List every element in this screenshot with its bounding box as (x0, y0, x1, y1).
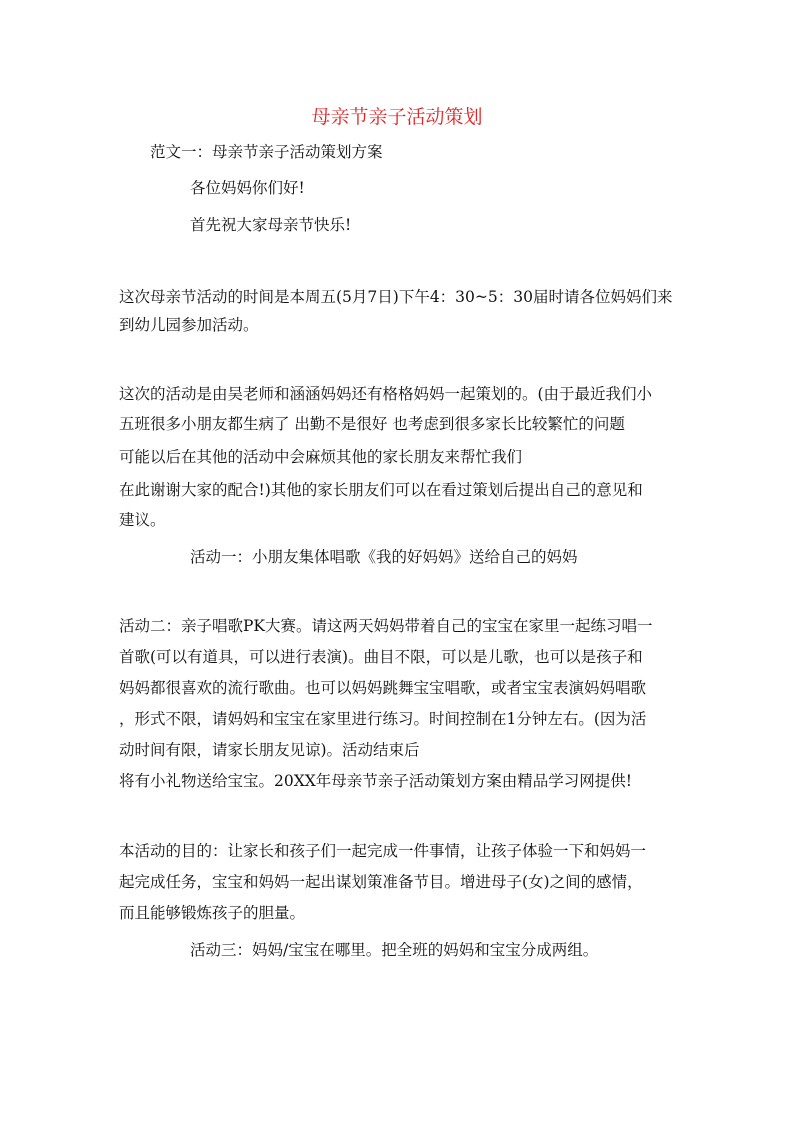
para-activity2-line-1: 活动二：亲子唱歌PK大赛。请这两天妈妈带着自己的宝宝在家里一起练习唱一 (119, 617, 653, 635)
para-activity2-line-5: 动时间有限，请家长朋友见谅)。活动结束后 (119, 741, 420, 759)
para-plan-line-1: 这次的活动是由吴老师和涵涵妈妈还有格格妈妈一起策划的。(由于最近我们小 (119, 385, 653, 403)
para-activity2-line-4: ，形式不限，请妈妈和宝宝在家里进行练习。时间控制在1分钟左右。(因为活 (119, 710, 647, 728)
para-plan-line-4: 在此谢谢大家的配合!)其他的家长朋友们可以在看过策划后提出自己的意见和 (119, 481, 643, 499)
para-goal-line-3: 而且能够锻炼孩子的胆量。 (119, 904, 306, 922)
para-activity2-line-2: 首歌(可以有道具，可以进行表演)。曲目不限，可以是儿歌，也可以是孩子和 (119, 648, 643, 666)
para-activity2-line-6: 将有小礼物送给宝宝。20XX年母亲节亲子活动策划方案由精品学习网提供! (119, 772, 633, 790)
para-plan-line-3: 可能以后在其他的活动中会麻烦其他的家长朋友来帮忙我们 (119, 448, 523, 466)
greeting-line-2: 首先祝大家母亲节快乐! (190, 216, 352, 234)
greeting-line-1: 各位妈妈你们好! (190, 179, 305, 197)
activity-1: 活动一：小朋友集体唱歌《我的好妈妈》送给自己的妈妈 (190, 548, 578, 566)
para-goal-line-2: 起完成任务，宝宝和妈妈一起出谋划策准备节目。增进母子(女)之间的感情， (119, 873, 643, 891)
para-plan-line-2: 五班很多小朋友都生病了 出勤不是很好 也考虑到很多家长比较繁忙的问题 (119, 415, 625, 433)
para-time-line-2: 到幼儿园参加活动。 (119, 316, 259, 334)
para-plan-line-5: 建议。 (119, 511, 166, 529)
subtitle: 范文一：母亲节亲子活动策划方案 (150, 143, 383, 161)
activity-3: 活动三：妈妈/宝宝在哪里。把全班的妈妈和宝宝分成两组。 (190, 941, 599, 959)
para-goal-line-1: 本活动的目的：让家长和孩子们一起完成一件事情，让孩子体验一下和妈妈一 (119, 842, 647, 860)
document-title: 母亲节亲子活动策划 (311, 106, 483, 128)
para-time-line-1: 这次母亲节活动的时间是本周五(5月7日)下午4：30~5：30届时请各位妈妈们来 (119, 288, 673, 306)
para-activity2-line-3: 妈妈都很喜欢的流行歌曲。也可以妈妈跳舞宝宝唱歌，或者宝宝表演妈妈唱歌 (119, 679, 647, 697)
